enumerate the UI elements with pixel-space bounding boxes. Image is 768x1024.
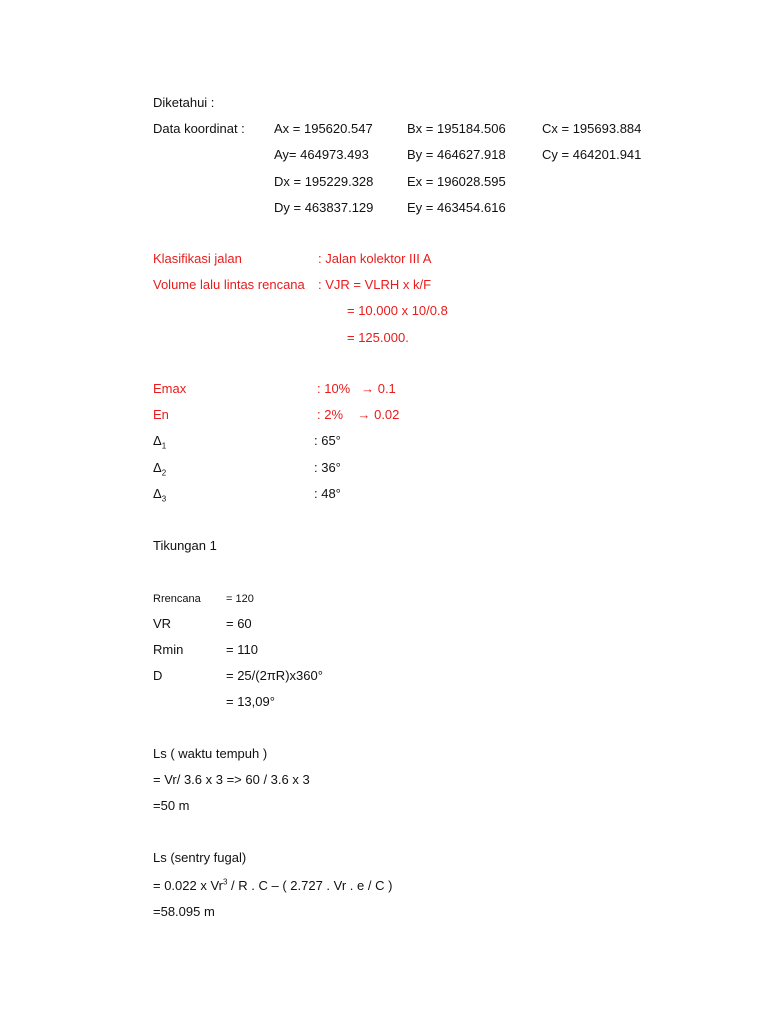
d-formula: = 25/(2πR)x360° [226,668,323,683]
heading: Diketahui : [153,95,215,110]
ls-sentry-line1-b: / R . C – ( 2.727 . Vr . e / C ) [227,878,393,893]
ls-sentry-line2: =58.095 m [153,904,215,919]
emax-label: Emax [153,381,187,396]
emax-value-row [317,381,396,397]
emax-result: 0.1 [377,381,396,396]
delta1-label [153,433,166,449]
volume-line2: = 10.000 x 10/0.8 [347,303,448,318]
arrow-right-icon: → [357,407,371,422]
vr-value: = 60 [226,616,252,631]
volume-line1: : VJR = VLRH x k/F [318,277,432,292]
delta1-value: : 65° [314,433,341,448]
delta-symbol: Δ [153,486,162,501]
coords-label: Data koordinat : [153,121,245,136]
d-label: D [153,668,163,683]
volume-line3: = 125.000. [347,330,409,345]
vr-label: VR [153,616,172,631]
coord-ay: Ay= 464973.493 [274,147,369,162]
ls-sentry-line1-a: = 0.022 x Vr [153,878,223,893]
delta2-label [153,460,166,476]
delta3-label [153,486,166,502]
en-value: : 2% [317,407,344,422]
en-result: 0.02 [374,407,400,422]
en-value-row [317,407,399,423]
volume-label: Volume lalu lintas rencana [153,277,305,292]
coord-bx: Bx = 195184.506 [407,121,506,136]
coord-dy: Dy = 463837.129 [274,200,374,215]
coord-ex: Ex = 196028.595 [407,174,506,189]
tikungan-title: Tikungan 1 [153,538,217,553]
delta3-value: : 48° [314,486,341,501]
delta1-subscript: 1 [161,441,167,451]
ls-waktu-line2: =50 m [153,798,190,813]
road-class-value: : Jalan kolektor III A [318,251,432,266]
rmin-value: = 110 [226,642,258,657]
arrow-right-icon: → [361,381,375,396]
delta-symbol: Δ [153,433,162,448]
en-label: En [153,407,169,422]
rrencana-label: Rrencana [153,593,201,605]
d-result: = 13,09° [226,694,275,709]
rmin-label: Rmin [153,642,184,657]
ls-waktu-line1: = Vr/ 3.6 x 3 => 60 / 3.6 x 3 [153,772,310,787]
ls-sentry-line1 [153,878,392,894]
delta-symbol: Δ [153,460,162,475]
coord-by: By = 464627.918 [407,147,506,162]
coord-cy: Cy = 464201.941 [542,147,642,162]
emax-value: : 10% [317,381,351,396]
ls-sentry-exponent: 3 [222,877,228,887]
rrencana-value: = 120 [226,593,254,605]
coord-ax: Ax = 195620.547 [274,121,373,136]
road-class-label: Klasifikasi jalan [153,251,242,266]
coord-cx: Cx = 195693.884 [542,121,642,136]
delta3-subscript: 3 [161,494,167,504]
ls-sentry-title: Ls (sentry fugal) [153,850,247,865]
ls-waktu-title: Ls ( waktu tempuh ) [153,746,268,761]
delta2-subscript: 2 [161,468,167,478]
coord-ey: Ey = 463454.616 [407,200,506,215]
delta2-value: : 36° [314,460,341,475]
coord-dx: Dx = 195229.328 [274,174,374,189]
